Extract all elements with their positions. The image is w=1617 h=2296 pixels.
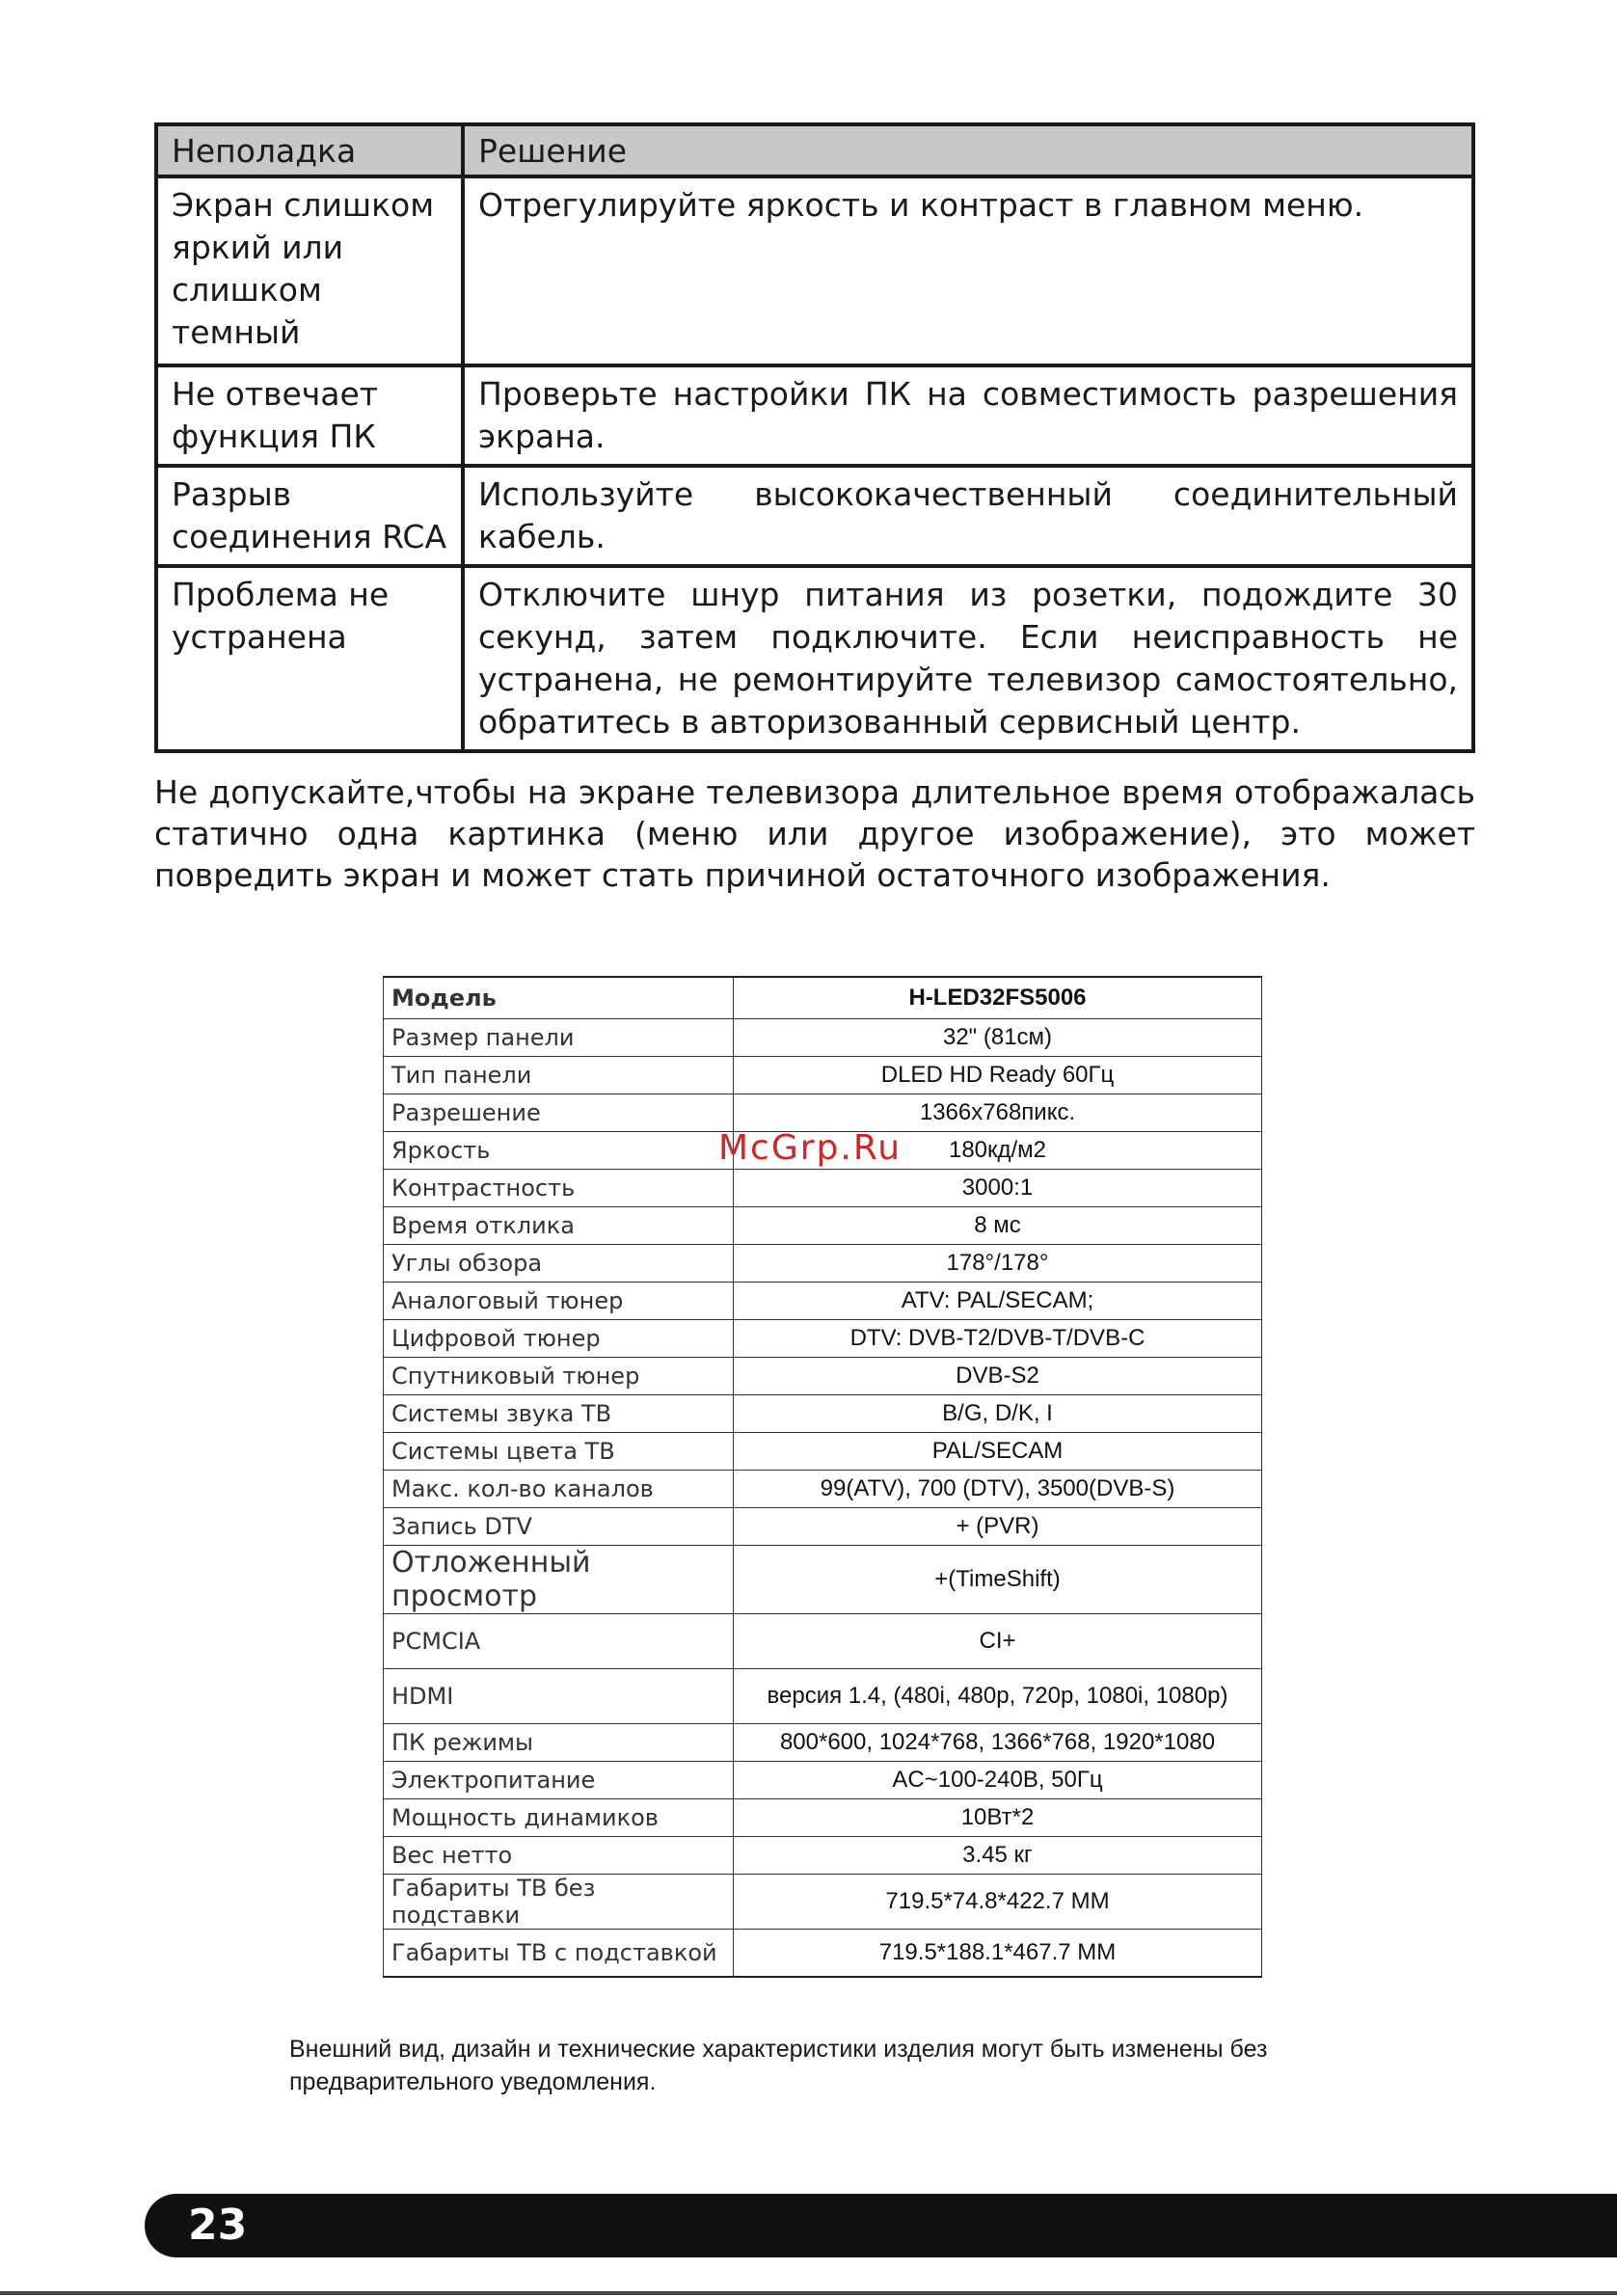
spec-value: +(TimeShift)	[734, 1546, 1262, 1614]
problem-cell: Не отвечает функция ПК	[156, 365, 463, 466]
spec-label: PCMCIA	[384, 1614, 734, 1669]
spec-value: CI+	[734, 1614, 1262, 1669]
solution-column-header: Решение	[463, 124, 1473, 176]
problem-cell: Проблема не устранена	[156, 566, 463, 751]
spec-label: Габариты ТВ с подставкой	[384, 1930, 734, 1978]
spec-label: ПК режимы	[384, 1724, 734, 1762]
spec-label: Яркость	[384, 1132, 734, 1170]
spec-value: 180кд/м2	[734, 1132, 1262, 1170]
table-row	[384, 1546, 1262, 1614]
table-row	[384, 1019, 1262, 1057]
spec-label: Макс. кол-во каналов	[384, 1471, 734, 1508]
spec-label: HDMI	[384, 1669, 734, 1724]
spec-label: Вес нетто	[384, 1837, 734, 1875]
spec-value: 8 мс	[734, 1207, 1262, 1245]
table-row	[384, 1875, 1262, 1930]
spec-label: Разрешение	[384, 1094, 734, 1132]
spec-value: B/G, D/K, I	[734, 1395, 1262, 1433]
solution-cell: Проверьте настройки ПК на совместимость разрешения экрана.	[463, 365, 1473, 466]
spec-value: 178°/178°	[734, 1245, 1262, 1283]
table-row	[384, 1358, 1262, 1395]
watermark: McGrp.Ru	[718, 1128, 903, 1168]
warning-note: Не допускайте,чтобы на экране телевизора длительное время отображалась статично одна картинка (меню или другое изображение), это может повредить экран и может стать причиной остаточного изображения.	[154, 773, 1475, 894]
spec-label: Аналоговый тюнер	[384, 1283, 734, 1320]
footer-bar	[145, 2194, 1617, 2257]
spec-label: Углы обзора	[384, 1245, 734, 1283]
table-row	[384, 1433, 1262, 1471]
table-row	[384, 1837, 1262, 1875]
table-row	[384, 1724, 1262, 1762]
spec-table	[383, 976, 1262, 1978]
table-row	[384, 1762, 1262, 1799]
table-row	[384, 1320, 1262, 1358]
solution-cell: Отключите шнур питания из розетки, подождите 30 секунд, затем подключите. Если неисправность не устранена, не ремонтируйте телевизор самостоятельно, обратитесь в авторизованный сервисный центр.	[463, 566, 1473, 751]
spec-value: 719.5*188.1*467.7 ММ	[734, 1930, 1262, 1978]
spec-label: Запись DTV	[384, 1508, 734, 1546]
spec-label: Контрастность	[384, 1170, 734, 1207]
spec-value: AC~100-240В, 50Гц	[734, 1762, 1262, 1799]
spec-label: Габариты ТВ без подставки	[384, 1875, 734, 1930]
spec-value: 719.5*74.8*422.7 ММ	[734, 1875, 1262, 1930]
spec-value: 10Вт*2	[734, 1799, 1262, 1837]
table-row	[384, 1508, 1262, 1546]
spec-label: Спутниковый тюнер	[384, 1358, 734, 1395]
spec-label: Электропитание	[384, 1762, 734, 1799]
table-row	[384, 1057, 1262, 1094]
solution-cell: Отрегулируйте яркость и контраст в главном меню.	[463, 176, 1473, 365]
problem-column-header: Неполадка	[156, 124, 463, 176]
table-row	[156, 566, 1473, 751]
solution-cell: Используйте высококачественный соединительный кабель.	[463, 466, 1473, 566]
model-value: H-LED32FS5006	[734, 977, 1262, 1019]
table-row	[384, 1170, 1262, 1207]
troubleshooting-table	[154, 122, 1475, 753]
spec-value: 800*600, 1024*768, 1366*768, 1920*1080	[734, 1724, 1262, 1762]
spec-label: Системы звука ТВ	[384, 1395, 734, 1433]
spec-label: Цифровой тюнер	[384, 1320, 734, 1358]
spec-header-row	[384, 977, 1262, 1019]
bottom-rule	[0, 2291, 1617, 2295]
spec-value: DLED HD Ready 60Гц	[734, 1057, 1262, 1094]
spec-value: DTV: DVB-T2/DVB-T/DVB-C	[734, 1320, 1262, 1358]
spec-value: 1366x768пикс.	[734, 1094, 1262, 1132]
model-label: Модель	[384, 977, 734, 1019]
table-row	[384, 1094, 1262, 1132]
spec-value: 99(ATV), 700 (DTV), 3500(DVB-S)	[734, 1471, 1262, 1508]
table-row	[156, 365, 1473, 466]
table-row	[384, 1669, 1262, 1724]
spec-label: Системы цвета ТВ	[384, 1433, 734, 1471]
spec-value: + (PVR)	[734, 1508, 1262, 1546]
table-row	[384, 1245, 1262, 1283]
spec-label: Мощность динамиков	[384, 1799, 734, 1837]
table-row	[384, 1283, 1262, 1320]
spec-label: Отложенный просмотр	[384, 1546, 734, 1614]
table-row	[384, 1471, 1262, 1508]
spec-label: Время отклика	[384, 1207, 734, 1245]
spec-value: 3.45 кг	[734, 1837, 1262, 1875]
table-row	[156, 466, 1473, 566]
table-row	[384, 1207, 1262, 1245]
table-row	[384, 1614, 1262, 1669]
page-number: 23	[188, 2201, 248, 2250]
spec-value: PAL/SECAM	[734, 1433, 1262, 1471]
disclaimer: Внешний вид, дизайн и технические характеристики изделия могут быть изменены без предварительного уведомления.	[289, 2036, 1268, 2095]
problem-cell: Экран слишком яркий или слишком темный	[156, 176, 463, 365]
table-row	[156, 176, 1473, 365]
problem-cell: Разрыв соединения RCA	[156, 466, 463, 566]
spec-value: ATV: PAL/SECAM;	[734, 1283, 1262, 1320]
table-row	[384, 1930, 1262, 1978]
table-row	[384, 1395, 1262, 1433]
spec-value: DVB-S2	[734, 1358, 1262, 1395]
spec-label: Размер панели	[384, 1019, 734, 1057]
spec-label: Тип панели	[384, 1057, 734, 1094]
spec-value: 3000:1	[734, 1170, 1262, 1207]
troubleshooting-header-row	[156, 124, 1473, 176]
spec-value: 32" (81см)	[734, 1019, 1262, 1057]
table-row	[384, 1799, 1262, 1837]
spec-value: версия 1.4, (480i, 480p, 720p, 1080i, 1080p)	[734, 1669, 1262, 1724]
